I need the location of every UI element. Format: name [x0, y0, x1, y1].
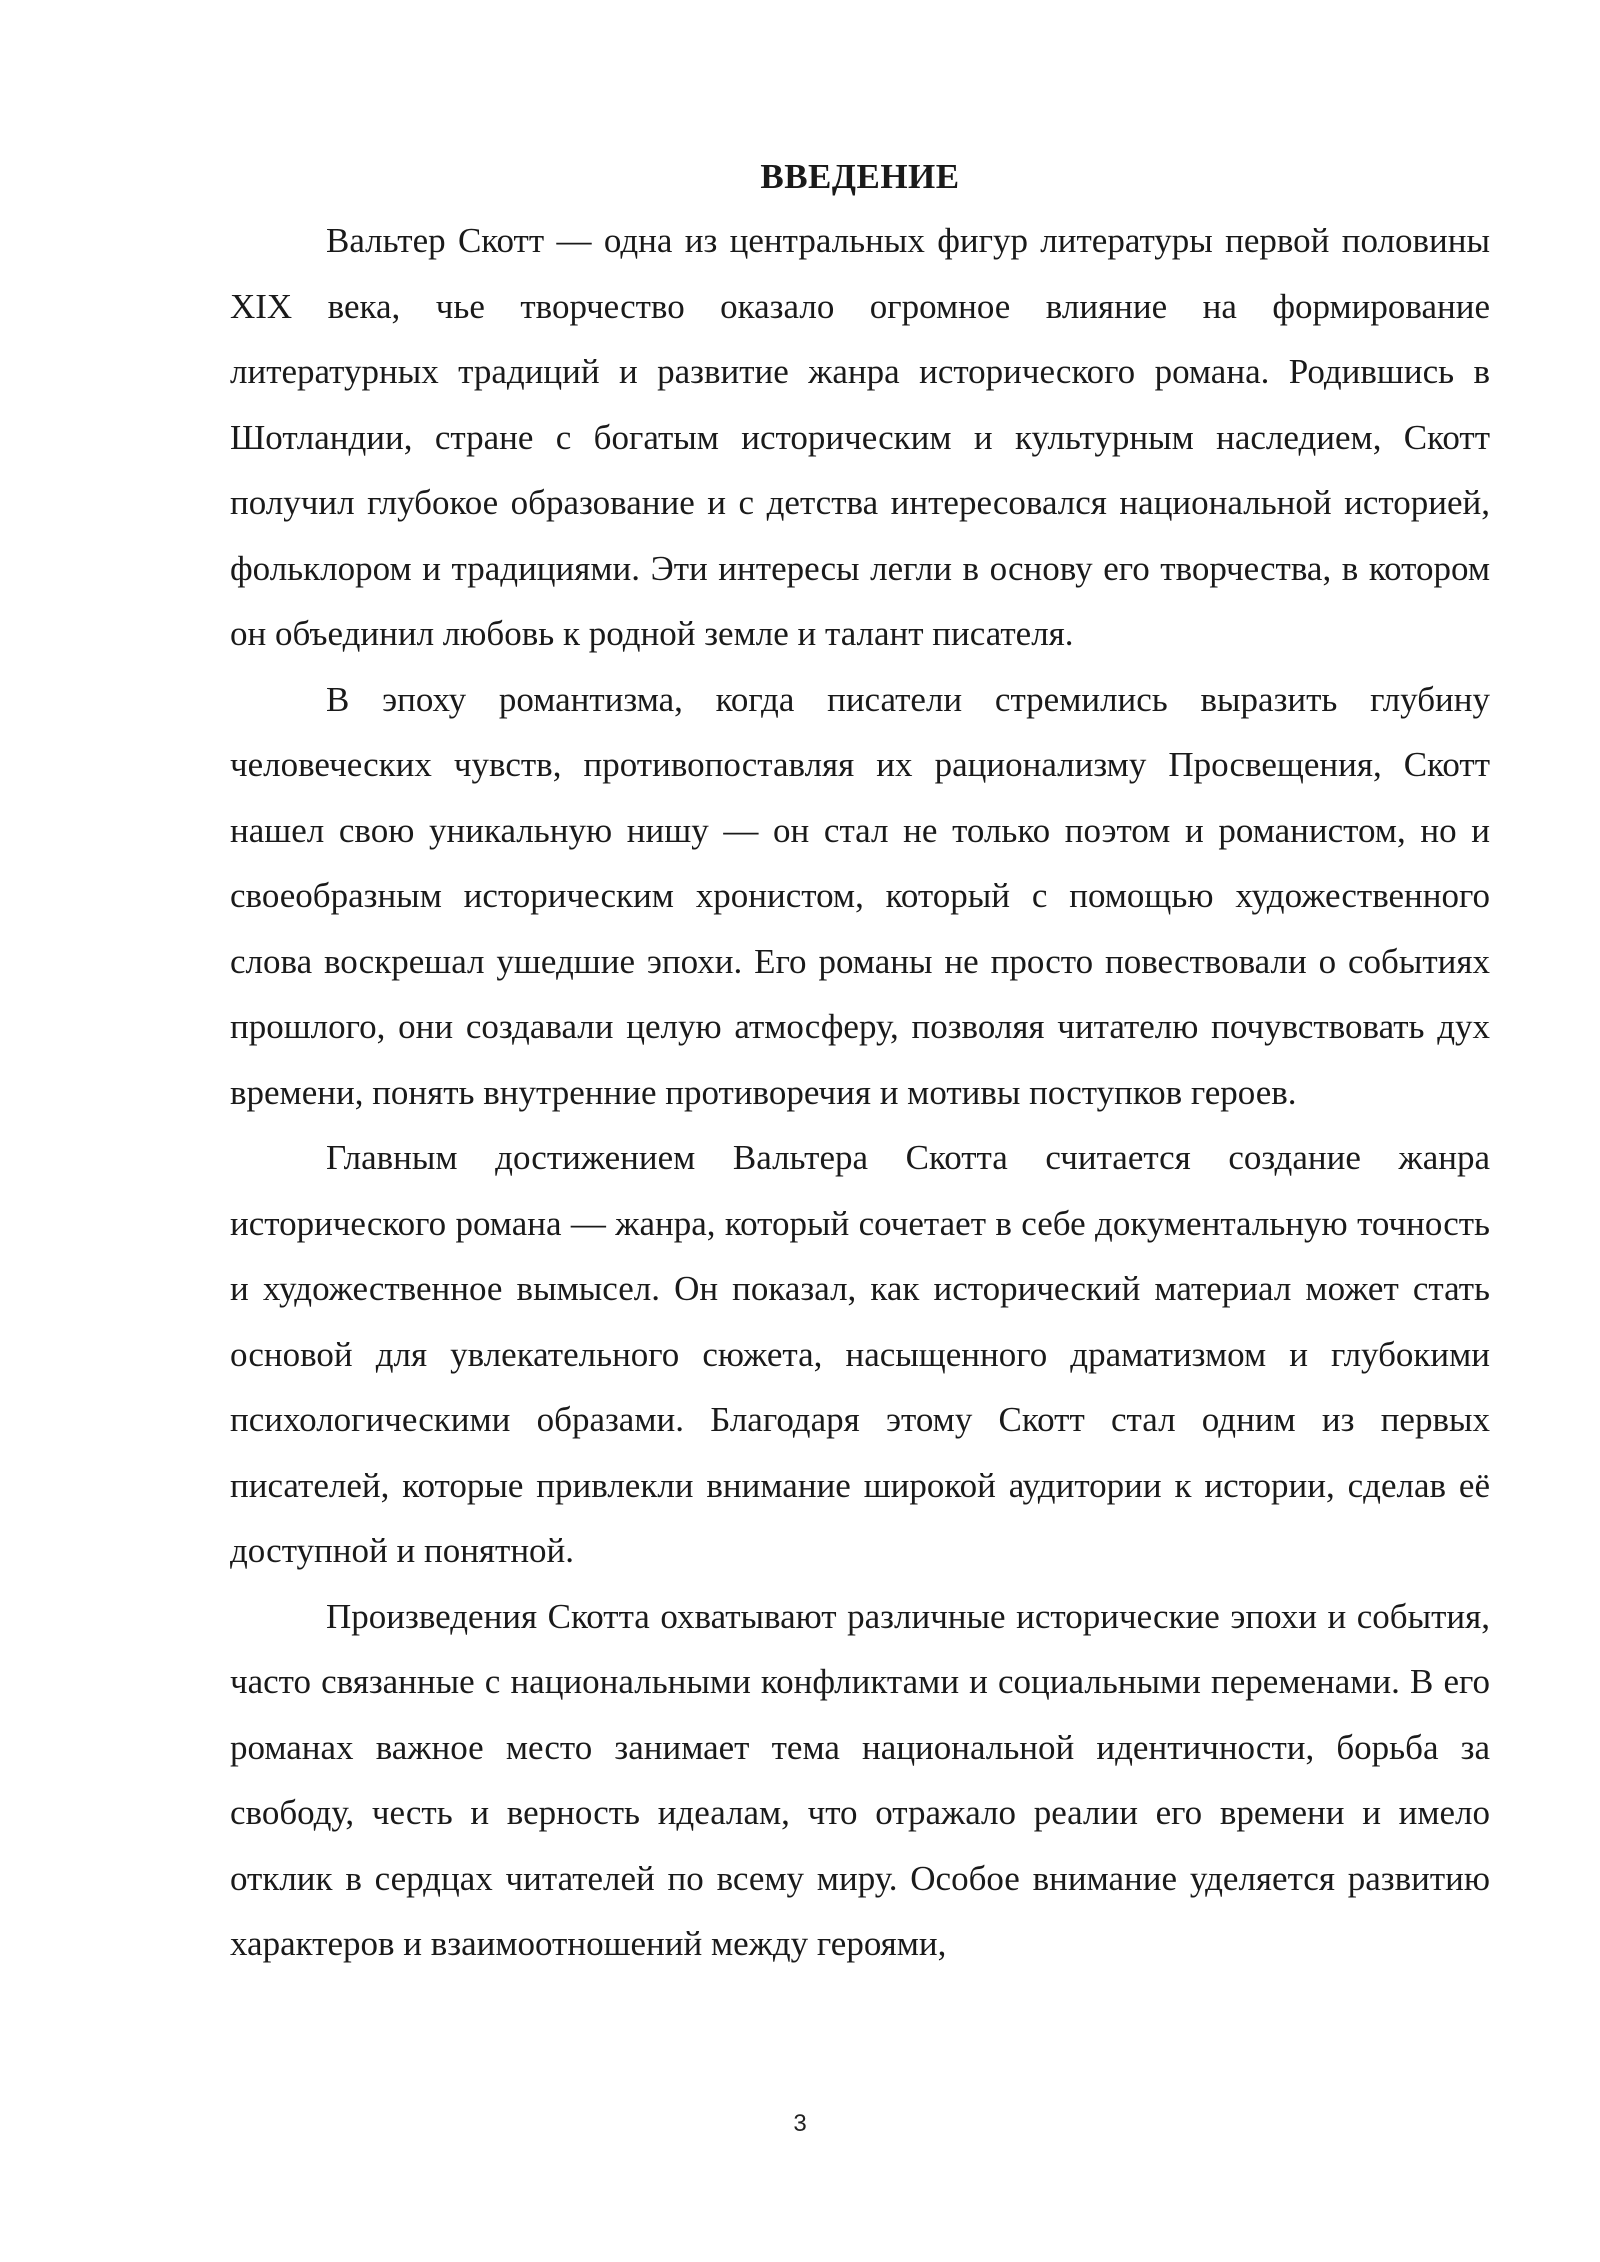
paragraph-3: Главным достижением Вальтера Скотта считается создание жанра исторического романа — жанра, который сочетает в себе документальную точность и художественное вымысел. Он показал, как исторический материал может стать основой для увлекательного сюжета, насыщенного драматизмом и глубокими психологическими образами. Благодаря этому Скотт стал одним из первых писателей, которые привлекли внимание широкой аудитории к истории, сделав её доступной и понятной. [230, 1138, 1490, 1570]
page-number: 3 [793, 2110, 807, 2137]
paragraph-4: Произведения Скотта охватывают различные исторические эпохи и события, часто связанные с национальными конфликтами и социальными переменами. В его романах важное место занимает тема национальной идентичности, борьба за свободу, честь и верность идеалам, что отражало реалии его времени и имело отклик в сердцах читателей по всему миру. Особое внимание уделяется развитию характеров и взаимоотношений между героями, [230, 1596, 1490, 1963]
paragraph-1: Вальтер Скотт — одна из центральных фигур литературы первой половины XIX века, чье творчество оказало огромное влияние на формирование литературных традиций и развитие жанра исторического романа. Родившись в Шотландии, стране с богатым историческим и культурным наследием, Скотт получил глубокое образование и с детства интересовался национальной историей, фольклором и традициями. Эти интересы легли в основу его творчества, в котором он объединил любовь к родной земле и талант писателя. [230, 221, 1490, 653]
page-content [230, 148, 1490, 1977]
section-heading: ВВЕДЕНИЕ [760, 157, 960, 196]
paragraph-2: В эпоху романтизма, когда писатели стремились выразить глубину человеческих чувств, противопоставляя их рационализму Просвещения, Скотт нашел свою уникальную нишу — он стал не только поэтом и романистом, но и своеобразным историческим хронистом, который с помощью художественного слова воскрешал ушедшие эпохи. Его романы не просто повествовали о событиях прошлого, они создавали целую атмосферу, позволяя читателю почувствовать дух времени, понять внутренние противоречия и мотивы поступков героев. [230, 679, 1490, 1112]
